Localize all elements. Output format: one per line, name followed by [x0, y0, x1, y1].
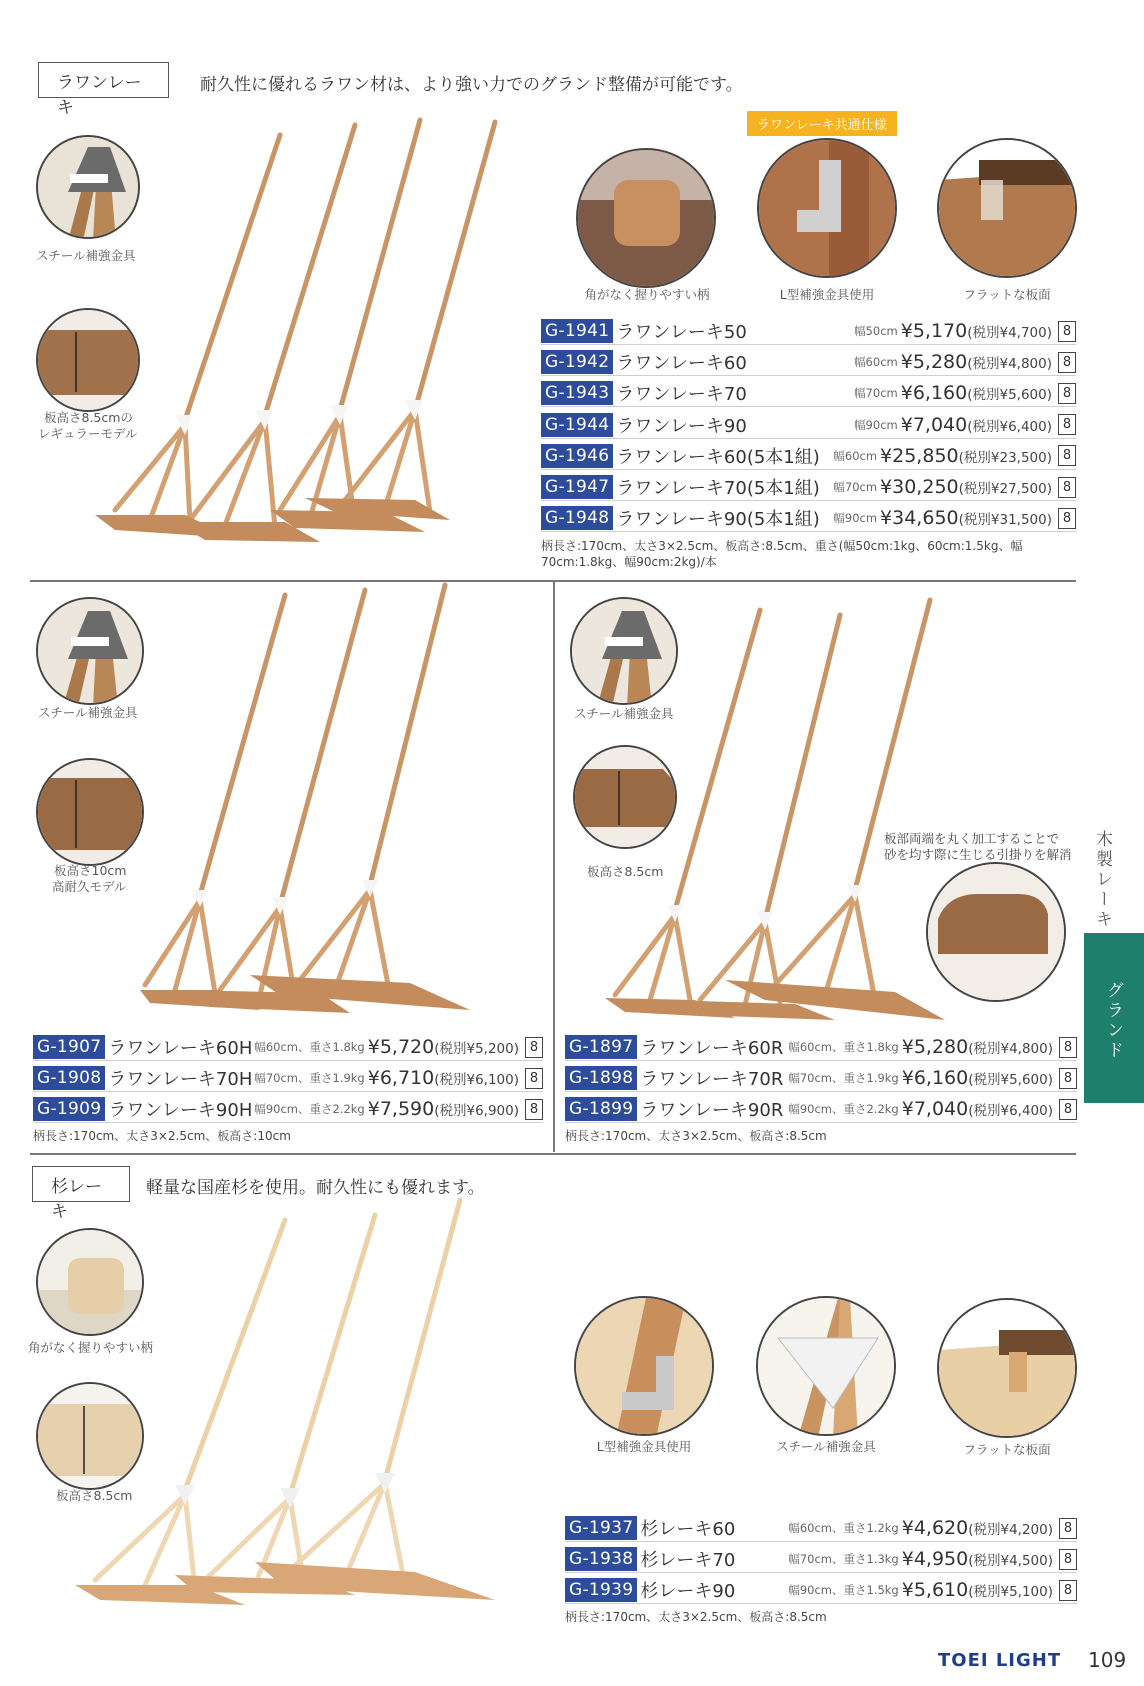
product-spec: 幅70cm [854, 386, 898, 401]
product-spec: 幅60cm、重さ1.8kg [254, 1040, 365, 1054]
section1-note-line1: 柄長さ:170cm、太さ3×2.5cm、板高さ:8.5cm、重さ(幅50cm:1kg、60cm:1.5kg、幅 [541, 539, 1023, 553]
price-row [541, 505, 1076, 532]
feature-caption-grip: 角がなく握りやすい柄 [584, 287, 710, 302]
product-name: ラワンレーキ90R [640, 1100, 784, 1121]
feature-caption-flat-board: フラットな板面 [963, 287, 1051, 302]
product-spec: 幅70cm [833, 480, 878, 494]
caption-steel-bracket: スチール補強金具 [36, 248, 136, 263]
pack-quantity: 8 [1058, 445, 1076, 466]
product-spec: 幅90cm、重さ2.2kg [254, 1102, 365, 1116]
common-spec-badge: ラワンレーキ共通仕様 [747, 111, 897, 136]
cedar-feature-steel-bracket: スチール補強金具 [776, 1439, 876, 1454]
price-row [565, 1034, 1077, 1061]
pack-quantity: 8 [525, 1068, 543, 1089]
product-name: ラワンレーキ90 [616, 415, 747, 437]
product-price-excl-tax: (税別¥6,100) [434, 1072, 519, 1088]
lauan-h-rakes-image [140, 585, 470, 1025]
round-end-note-line2: 砂を均す際に生じる引掛りを解消 [884, 847, 1072, 862]
product-price: ¥5,170 [900, 320, 968, 342]
product-name: ラワンレーキ70 [616, 384, 747, 406]
product-name: ラワンレーキ60R [640, 1038, 784, 1059]
steel-bracket-photo-h [36, 597, 144, 705]
product-price: ¥5,610 [901, 1579, 969, 1601]
price-row [541, 474, 1076, 501]
product-spec: 幅90cm [854, 417, 898, 432]
product-spec: 幅70cm、重さ1.9kg [788, 1071, 899, 1085]
pack-quantity: 8 [1059, 1099, 1077, 1120]
product-code: G-1937 [565, 1516, 637, 1540]
product-code: G-1947 [541, 475, 613, 499]
lauan-rakes-image [95, 110, 495, 550]
caption-board-line1: 板高さ8.5cmの [44, 410, 133, 425]
product-price-excl-tax: (税別¥5,200) [434, 1041, 519, 1057]
pack-quantity: 8 [1059, 1580, 1077, 1601]
product-price: ¥4,620 [901, 1517, 969, 1539]
price-row [565, 1065, 1077, 1092]
product-price-excl-tax: (税別¥4,800) [967, 356, 1052, 373]
product-price-excl-tax: (税別¥5,600) [968, 1072, 1053, 1088]
product-name: ラワンレーキ60(5本1組) [616, 446, 820, 468]
price-row [541, 318, 1076, 345]
product-price-excl-tax: (税別¥27,500) [958, 481, 1052, 497]
product-code: G-1898 [565, 1066, 637, 1090]
pack-quantity: 8 [525, 1037, 543, 1058]
caption-board-line2: レギュラーモデル [38, 426, 138, 441]
section2-note: 柄長さ:170cm、太さ3×2.5cm、板高さ:10cm [33, 1129, 291, 1143]
price-row [541, 443, 1076, 470]
side-tab-ground-label: グランド [1103, 981, 1123, 1061]
product-price: ¥5,280 [900, 351, 968, 374]
section-label-lauan: ラワンレーキ [38, 62, 169, 98]
price-row [33, 1065, 543, 1092]
product-spec: 幅70cm、重さ1.9kg [254, 1071, 365, 1085]
feature-caption-l-bracket: L型補強金具使用 [779, 287, 875, 302]
product-spec: 幅90cm、重さ1.5kg [788, 1583, 899, 1597]
caption-cedar-grip: 角がなく握りやすい柄 [28, 1340, 154, 1355]
section3-note: 柄長さ:170cm、太さ3×2.5cm、板高さ:8.5cm [565, 1129, 827, 1143]
product-price: ¥5,280 [901, 1036, 969, 1058]
page-number: 109 [1088, 1648, 1127, 1672]
pack-quantity: 8 [1059, 1549, 1077, 1570]
product-price-excl-tax: (税別¥4,200) [968, 1522, 1053, 1538]
product-price: ¥34,650 [880, 507, 959, 530]
product-name: ラワンレーキ90(5本1組) [616, 509, 820, 531]
product-price-excl-tax: (税別¥5,100) [968, 1584, 1053, 1600]
product-price: ¥30,250 [880, 476, 959, 498]
price-row [565, 1096, 1077, 1123]
section-divider-2 [30, 1153, 1076, 1155]
product-code: G-1942 [541, 350, 613, 374]
product-code: G-1941 [541, 319, 613, 343]
product-code: G-1948 [541, 506, 613, 530]
side-tab-category: 木製レーキ [1092, 830, 1112, 930]
pack-quantity: 8 [1058, 414, 1076, 435]
product-price: ¥4,950 [901, 1548, 969, 1570]
section-label-cedar: 杉レーキ [32, 1166, 130, 1202]
product-spec: 幅60cm [854, 355, 898, 370]
product-code: G-1943 [541, 381, 613, 405]
product-code: G-1944 [541, 413, 613, 437]
caption-steel-bracket-h: スチール補強金具 [38, 705, 138, 720]
caption-board-h-line1: 板高さ10cm [54, 863, 127, 878]
product-code: G-1899 [565, 1097, 637, 1121]
cedar-rakes-image [75, 1200, 515, 1640]
caption-steel-bracket-r: スチール補強金具 [574, 706, 674, 721]
section-divider-vertical [553, 582, 555, 1152]
product-price: ¥7,040 [901, 1098, 969, 1120]
product-price: ¥25,850 [880, 444, 959, 467]
product-spec: 幅90cm [833, 511, 878, 526]
product-price: ¥7,040 [900, 413, 968, 436]
lauan-r-rakes-image [605, 600, 965, 1020]
section-description-cedar: 軽量な国産杉を使用。耐久性にも優れます。 [146, 1178, 485, 1198]
cedar-feature-flat-board: フラットな板面 [963, 1442, 1051, 1457]
price-row [541, 380, 1076, 407]
brand-logo: TOEI LIGHT [938, 1650, 1062, 1671]
product-spec: 幅70cm、重さ1.3kg [788, 1552, 899, 1566]
product-code: G-1939 [565, 1578, 637, 1602]
round-end-note-line1: 板部両端を丸く加工することで [884, 831, 1060, 846]
pack-quantity: 8 [1058, 321, 1076, 342]
cedar-l-bracket-photo [574, 1296, 714, 1436]
product-price-excl-tax: (税別¥6,400) [968, 1103, 1053, 1119]
caption-cedar-board: 板高さ8.5cm [56, 1488, 133, 1503]
product-price: ¥6,160 [900, 382, 968, 405]
section1-note-line2: 70cm:1.8kg、幅90cm:2kg)/本 [541, 555, 717, 569]
product-price: ¥5,720 [367, 1036, 435, 1058]
product-spec: 幅90cm、重さ2.2kg [788, 1102, 899, 1116]
price-row [33, 1096, 543, 1123]
cedar-flat-board-photo [937, 1298, 1077, 1438]
product-price-excl-tax: (税別¥23,500) [958, 449, 1052, 466]
product-name: ラワンレーキ70R [640, 1069, 784, 1090]
pack-quantity: 8 [525, 1099, 543, 1120]
price-row [565, 1546, 1077, 1573]
product-price-excl-tax: (税別¥31,500) [958, 512, 1052, 529]
cedar-feature-l-bracket: L型補強金具使用 [596, 1439, 692, 1454]
pack-quantity: 8 [1058, 477, 1076, 498]
l-bracket-photo [757, 138, 897, 278]
product-price: ¥6,160 [901, 1067, 969, 1089]
product-name: 杉レーキ60 [640, 1519, 736, 1540]
product-code: G-1897 [565, 1035, 637, 1059]
product-price-excl-tax: (税別¥6,900) [434, 1103, 519, 1119]
pack-quantity: 8 [1059, 1518, 1077, 1539]
board-height-photo-h [36, 758, 144, 866]
product-code: G-1946 [541, 444, 613, 468]
product-spec: 幅60cm、重さ1.8kg [788, 1040, 899, 1054]
product-spec: 幅60cm、重さ1.2kg [788, 1521, 899, 1535]
product-name: ラワンレーキ60 [616, 353, 747, 375]
flat-board-photo [937, 138, 1077, 278]
product-price-excl-tax: (税別¥5,600) [967, 387, 1052, 404]
product-spec: 幅50cm [854, 324, 898, 338]
product-price: ¥6,710 [367, 1067, 435, 1089]
product-price-excl-tax: (税別¥4,500) [968, 1553, 1053, 1569]
caption-board-h-line2: 高耐久モデル [52, 879, 127, 894]
product-code: G-1909 [33, 1097, 105, 1121]
product-code: G-1938 [565, 1547, 637, 1571]
product-name: 杉レーキ90 [640, 1581, 736, 1602]
product-name: ラワンレーキ90H [108, 1100, 253, 1121]
pack-quantity: 8 [1058, 352, 1076, 373]
grip-end-photo [576, 148, 716, 288]
round-end-photo [926, 862, 1066, 1002]
price-row [541, 349, 1076, 376]
price-row [33, 1034, 543, 1061]
product-price-excl-tax: (税別¥4,700) [967, 325, 1052, 341]
section-description: 耐久性に優れるラワン材は、より強い力でのグランド整備が可能です。 [200, 75, 743, 95]
product-code: G-1907 [33, 1035, 105, 1059]
product-code: G-1908 [33, 1066, 105, 1090]
cedar-steel-bracket-photo [756, 1296, 896, 1436]
product-name: ラワンレーキ60H [108, 1038, 253, 1059]
pack-quantity: 8 [1059, 1068, 1077, 1089]
product-price: ¥7,590 [367, 1098, 435, 1120]
caption-board-r: 板高さ8.5cm [587, 864, 664, 879]
pack-quantity: 8 [1058, 383, 1076, 404]
pack-quantity: 8 [1059, 1037, 1077, 1058]
product-name: ラワンレーキ70H [108, 1069, 253, 1090]
price-row [565, 1577, 1077, 1604]
product-name: ラワンレーキ50 [616, 322, 747, 343]
product-name: ラワンレーキ70(5本1組) [616, 478, 820, 499]
side-tab-ground[interactable] [1084, 933, 1144, 1103]
price-row [541, 412, 1076, 439]
section4-note: 柄長さ:170cm、太さ3×2.5cm、板高さ:8.5cm [565, 1610, 827, 1624]
product-name: 杉レーキ70 [640, 1550, 736, 1571]
price-row [565, 1515, 1077, 1542]
pack-quantity: 8 [1058, 508, 1076, 529]
product-price-excl-tax: (税別¥4,800) [968, 1041, 1053, 1057]
product-price-excl-tax: (税別¥6,400) [967, 418, 1052, 435]
product-spec: 幅60cm [833, 448, 878, 463]
